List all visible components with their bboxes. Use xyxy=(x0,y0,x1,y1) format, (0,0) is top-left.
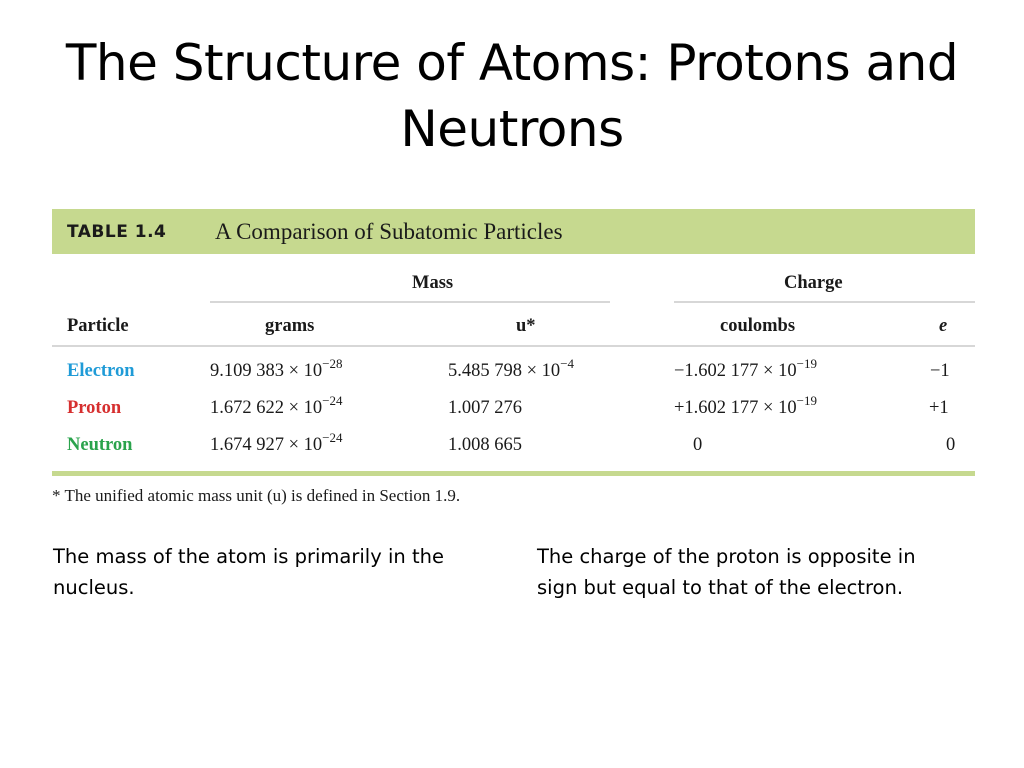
row-neutron-u: 1.008 665 xyxy=(448,435,522,455)
row-neutron-grams: 1.674 $927 \times 10^{-24}$ xyxy=(210,430,343,455)
table-bottom-rule xyxy=(52,471,975,476)
column-header-u: u* xyxy=(516,316,536,336)
row-proton-particle: Proton xyxy=(67,398,122,418)
column-header-particle: Particle xyxy=(67,316,129,336)
row-neutron-coulombs: 0 xyxy=(693,435,703,455)
row-electron-grams: 9.109 $383 \times 10^{-28}$ xyxy=(210,356,343,381)
table-footnote: * The unified atomic mass unit (u) is defined in Section 1.9. xyxy=(52,486,461,505)
table-header-bar xyxy=(52,209,975,254)
row-electron-coulombs: −1.602 $177 \times 10^{-19}$ xyxy=(674,356,817,381)
table-body xyxy=(52,254,975,476)
slide-title: The Structure of Atoms: Protons and Neutrons xyxy=(65,34,959,158)
row-electron-e: −1 xyxy=(930,361,950,381)
row-electron-u: 5.485 $798 \times 10^{-4}$ xyxy=(448,356,575,381)
row-neutron-e: 0 xyxy=(946,435,956,455)
column-header-coulombs: coulombs xyxy=(720,316,796,336)
charge-group-header: Charge xyxy=(784,273,843,293)
mass-group-rule xyxy=(210,301,610,303)
row-neutron-particle: Neutron xyxy=(67,435,133,455)
note-left: The mass of the atom is primarily in the nucleus. xyxy=(53,545,444,599)
row-proton-grams: 1.672 $622 \times 10^{-24}$ xyxy=(210,393,343,418)
note-right: The charge of the proton is opposite in sign but equal to that of the electron. xyxy=(537,545,916,599)
table-number: TABLE 1.4 xyxy=(67,221,167,242)
column-header-grams: grams xyxy=(265,316,315,336)
mass-group-header: Mass xyxy=(412,273,454,293)
row-proton-coulombs: +1.602 $177 \times 10^{-19}$ xyxy=(674,393,817,418)
charge-group-rule xyxy=(674,301,975,303)
header-rule xyxy=(52,345,975,347)
row-electron-particle: Electron xyxy=(67,361,135,381)
row-proton-u: 1.007 276 xyxy=(448,398,522,418)
table-caption: A Comparison of Subatomic Particles xyxy=(215,218,563,244)
particle-comparison-table xyxy=(52,209,975,476)
row-proton-e: +1 xyxy=(929,398,949,418)
column-header-e: e xyxy=(939,316,948,336)
